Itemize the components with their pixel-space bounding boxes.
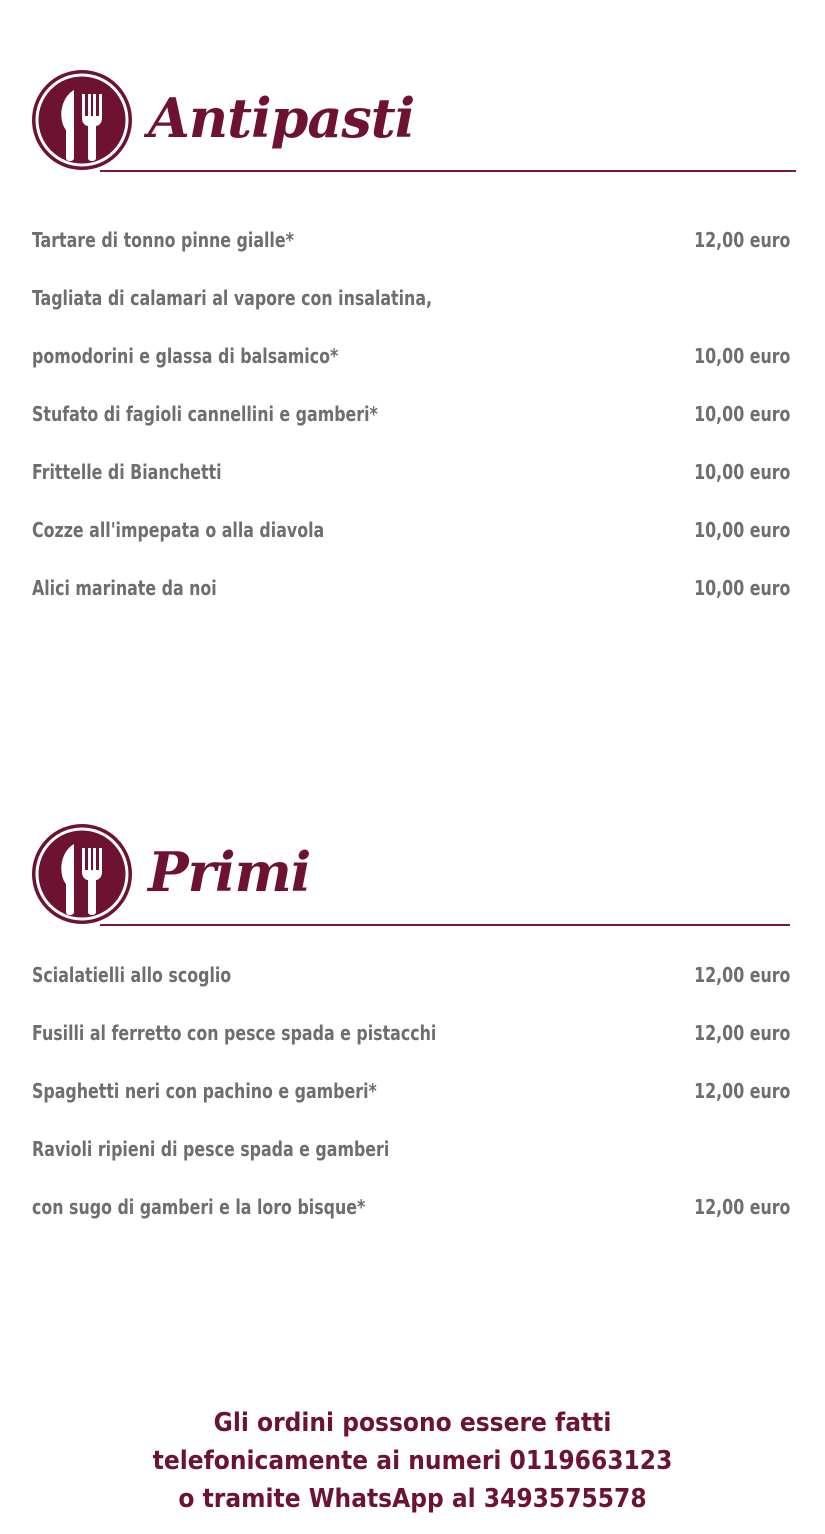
section-header-antipasti <box>30 68 796 172</box>
item-name: Scialatielli allo scoglio <box>32 963 232 987</box>
item-name: pomodorini e glassa di balsamico* <box>32 344 339 368</box>
menu-list-primi <box>32 949 790 1239</box>
menu-item <box>32 504 790 562</box>
item-name: con sugo di gamberi e la loro bisque* <box>32 1195 366 1219</box>
section-divider <box>100 170 796 172</box>
item-name: Spaghetti neri con pachino e gamberi* <box>32 1079 377 1103</box>
item-price: 12,00 euro <box>693 228 790 252</box>
fork-knife-icon <box>30 68 134 172</box>
menu-item <box>32 1007 790 1065</box>
item-name: Frittelle di Bianchetti <box>32 460 222 484</box>
item-price: 10,00 euro <box>693 402 790 426</box>
order-info-line: o tramite WhatsApp al 3493575578 <box>178 1484 647 1514</box>
menu-item <box>32 949 790 1007</box>
order-info-line: telefonicamente ai numeri 0119663123 <box>152 1446 673 1476</box>
menu-list-antipasti <box>32 214 790 620</box>
item-name: Tartare di tonno pinne gialle* <box>32 228 294 252</box>
menu-item <box>32 562 790 620</box>
item-price: 12,00 euro <box>693 1195 790 1219</box>
item-name: Ravioli ripieni di pesce spada e gamberi <box>32 1137 390 1161</box>
item-price: 10,00 euro <box>693 344 790 368</box>
menu-item <box>32 1181 790 1239</box>
item-name: Fusilli al ferretto con pesce spada e pistacchi <box>32 1021 437 1045</box>
item-price: 10,00 euro <box>693 576 790 600</box>
section-divider <box>100 924 790 926</box>
menu-item <box>32 446 790 504</box>
item-price: 12,00 euro <box>693 963 790 987</box>
menu-item <box>32 272 790 330</box>
item-name: Tagliata di calamari al vapore con insalatina, <box>32 286 433 310</box>
menu-item <box>32 388 790 446</box>
section-title: Primi <box>148 840 311 904</box>
item-price: 10,00 euro <box>693 460 790 484</box>
fork-knife-icon <box>30 822 134 926</box>
menu-item <box>32 214 790 272</box>
menu-item <box>32 330 790 388</box>
order-info <box>0 1404 825 1518</box>
item-price: 12,00 euro <box>693 1021 790 1045</box>
menu-item <box>32 1065 790 1123</box>
item-name: Cozze all'impepata o alla diavola <box>32 518 325 542</box>
item-name: Stufato di fagioli cannellini e gamberi* <box>32 402 378 426</box>
item-price: 10,00 euro <box>693 518 790 542</box>
menu-item <box>32 1123 790 1181</box>
item-name: Alici marinate da noi <box>32 576 217 600</box>
section-title: Antipasti <box>148 86 415 150</box>
section-header-primi <box>30 822 790 926</box>
order-info-line: Gli ordini possono essere fatti <box>213 1408 612 1438</box>
item-price: 12,00 euro <box>693 1079 790 1103</box>
